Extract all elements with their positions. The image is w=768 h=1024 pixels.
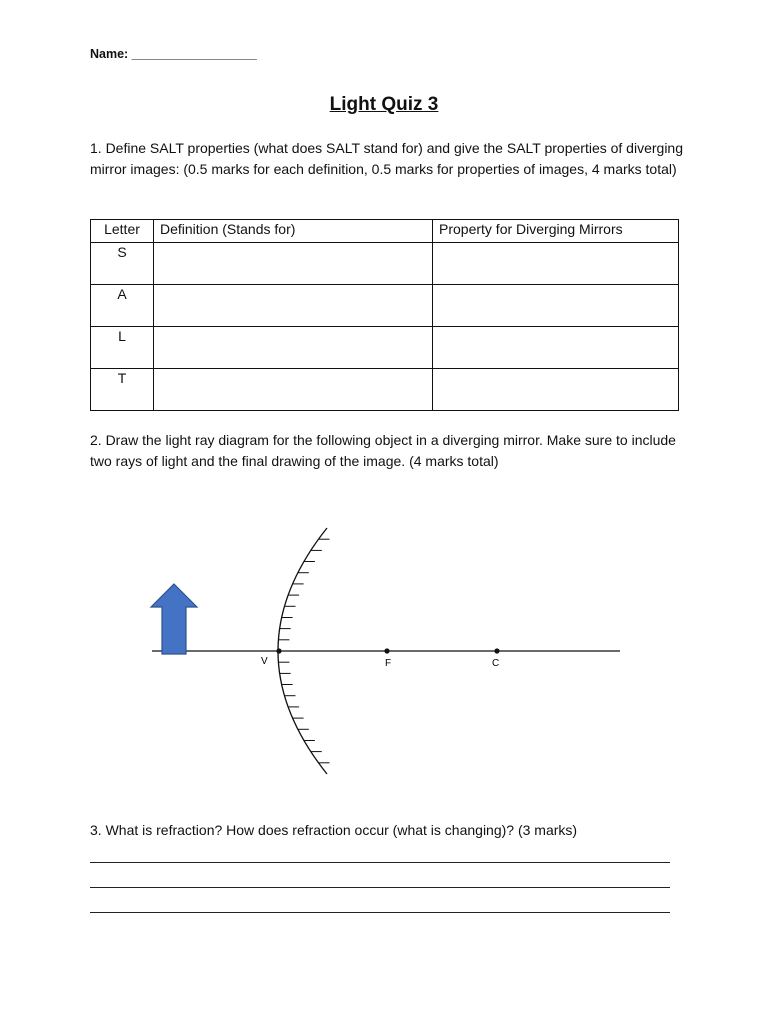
column-header-property: Property for Diverging Mirrors [433,220,679,243]
row-letter: A [91,285,154,327]
focus-point [384,648,389,653]
focus-label: F [385,658,392,669]
object-arrow [151,584,197,654]
center-point [494,648,499,653]
question-2-text: 2. Draw the light ray diagram for the following object in a diverging mirror. Make sure to include two rays of light and the final drawing of the image. (4 marks total) [90,432,676,469]
answer-line[interactable] [90,862,670,863]
column-header-letter: Letter [91,220,154,243]
name-field-label: Name: __________________ [90,47,257,61]
vertex-point [276,648,281,653]
row-letter: T [91,369,154,411]
page-title: Light Quiz 3 [329,94,439,115]
answer-line[interactable] [90,912,670,913]
answer-line[interactable] [90,887,670,888]
center-label: C [492,658,500,669]
vertex-label: V [261,656,268,667]
row-letter: S [91,243,154,285]
question-1-text: 1. Define SALT properties (what does SALT stand for) and give the SALT properties of diverging mirror images: (0.5 marks for each definition, 0.5 marks for properties of images, 4 marks total) [90,140,683,177]
row-letter: L [91,327,154,369]
question-3-text: 3. What is refraction? How does refraction occur (what is changing)? (3 marks) [90,822,578,838]
column-header-definition: Definition (Stands for) [154,220,433,243]
